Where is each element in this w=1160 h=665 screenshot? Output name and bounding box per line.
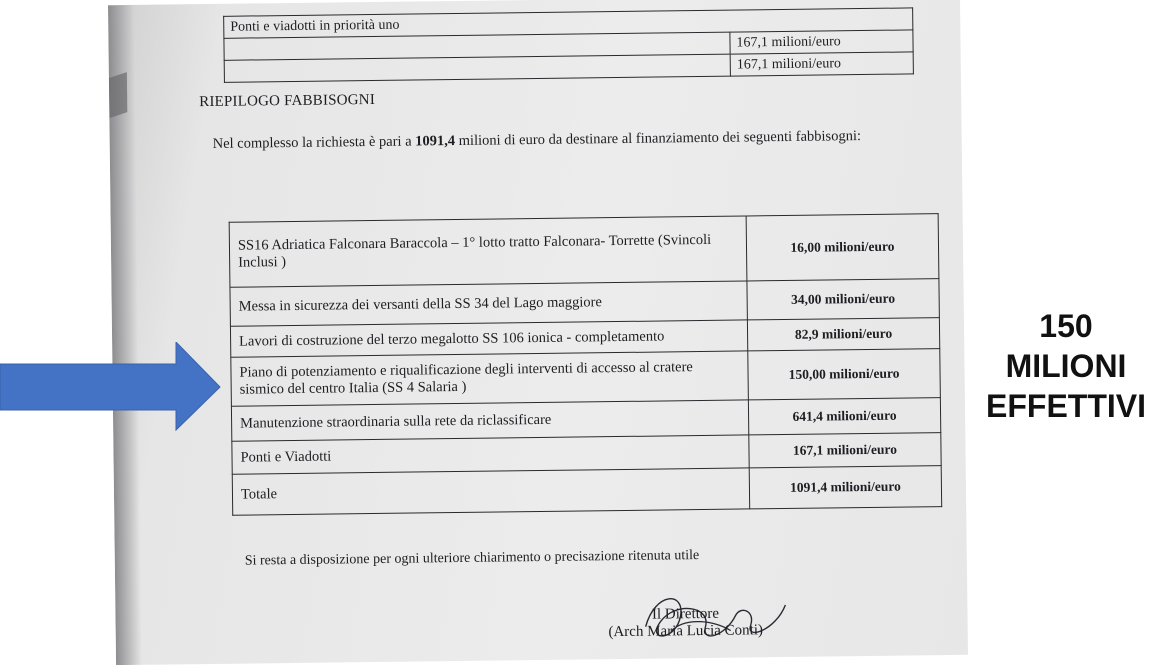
- row-amount: 150,00 milioni/euro: [748, 349, 941, 400]
- row-amount: 82,9 milioni/euro: [747, 318, 939, 351]
- side-note-line: EFFETTIVI: [986, 388, 1146, 424]
- closing-sentence: Si resta a disposizione per ogni ulteriore chiarimento o precisazione ritenuta utile: [244, 548, 700, 569]
- row-amount: 167,1 milioni/euro: [749, 433, 941, 468]
- top-table-amount: 167,1 milioni/euro: [730, 52, 913, 76]
- table-row: [231, 349, 941, 407]
- signature-block: [585, 605, 785, 641]
- intro-text: milioni di euro da destinare al finanziamento dei seguenti fabbisogni:: [454, 128, 862, 149]
- side-note: [972, 306, 1160, 426]
- intro-total: 1091,4: [415, 132, 456, 150]
- row-description: SS16 Adriatica Falconara Baraccola – 1° lotto tratto Falconara- Torrette (Svincoli Inclusi ): [229, 216, 747, 287]
- row-amount: 34,00 milioni/euro: [747, 279, 939, 320]
- row-amount: 1091,4 milioni/euro: [749, 466, 941, 509]
- row-description: Ponti e Viadotti: [232, 435, 749, 474]
- paper-fold: [109, 72, 127, 118]
- section-heading: RIEPILOGO FABBISOGNI: [199, 91, 376, 111]
- signature-title: Il Direttore: [651, 605, 720, 623]
- row-description: Manutenzione straordinaria sulla rete da riclassificare: [231, 400, 748, 441]
- right-arrow-icon: [0, 342, 222, 432]
- side-note-line: 150: [1039, 308, 1093, 344]
- scanned-document: [108, 0, 968, 665]
- side-note-line: MILIONI: [1005, 348, 1127, 384]
- top-table-label: Ponti e viadotti in priorità uno: [224, 8, 913, 38]
- intro-paragraph: [213, 123, 913, 156]
- row-description: Piano di potenziamento e riqualificazione degli interventi di accesso al cratere sismico del centro Italia (SS 4 Salaria ): [231, 351, 749, 406]
- top-table: [223, 7, 914, 82]
- intro-text: Nel complesso la richiesta è pari a: [212, 133, 416, 152]
- table-row-total: [232, 466, 941, 516]
- row-amount: 16,00 milioni/euro: [746, 214, 939, 281]
- row-description: Messa in sicurezza dei versanti della SS 34 del Lago maggiore: [230, 281, 747, 326]
- row-amount: 641,4 milioni/euro: [748, 398, 940, 435]
- top-table-amount: 167,1 milioni/euro: [730, 30, 913, 54]
- row-description: Totale: [232, 468, 749, 515]
- requirements-table: [229, 213, 943, 516]
- table-row: [229, 214, 939, 288]
- signature-name: (Arch Maria Lucia Conti): [608, 622, 764, 641]
- row-description: Lavori di costruzione del terzo megalotto SS 106 ionica - completamento: [230, 320, 747, 357]
